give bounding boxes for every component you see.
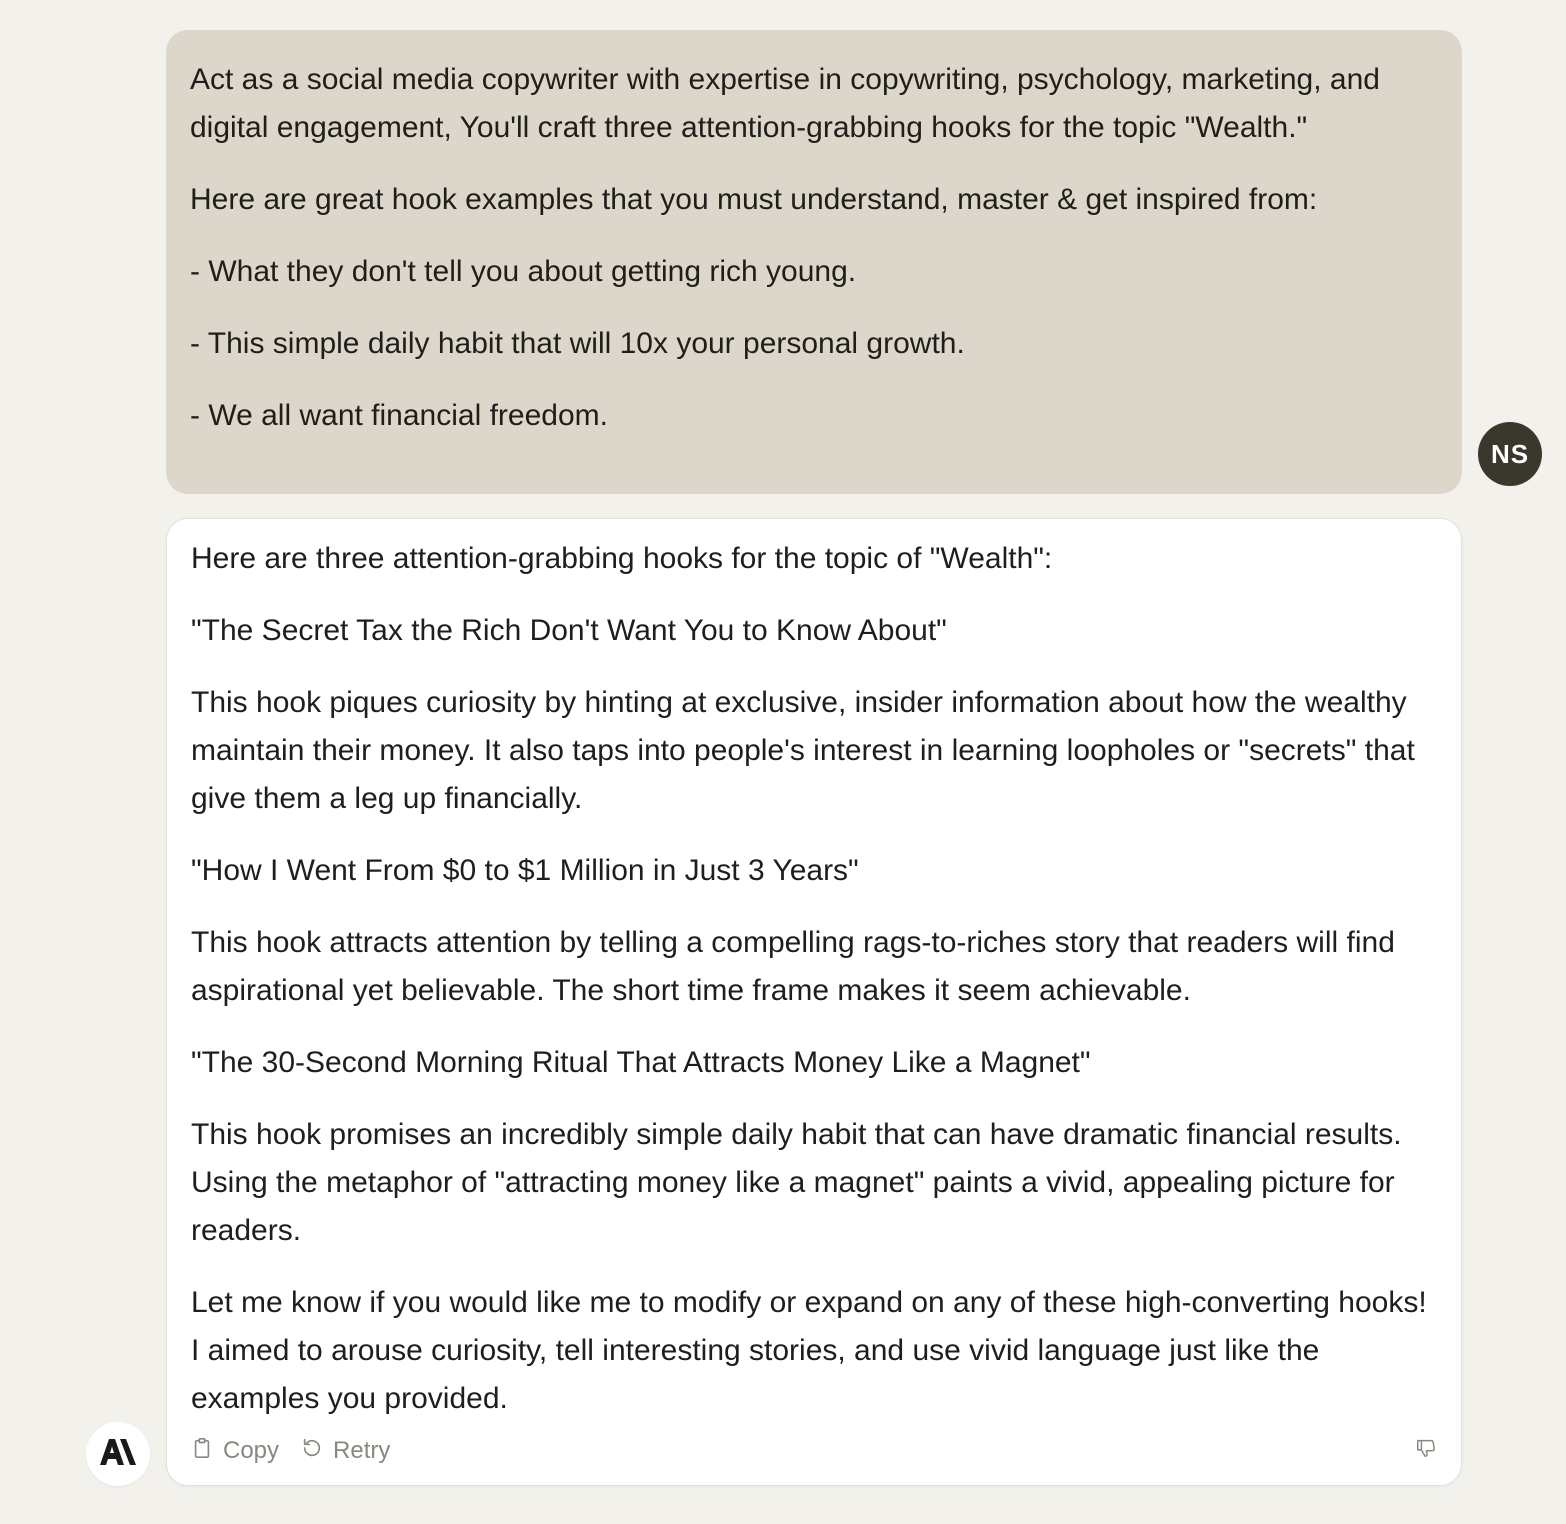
retry-icon [301,1437,323,1466]
assistant-message-paragraph: This hook piques curiosity by hinting at exclusive, insider information about how the wealthy maintain their money. It also taps into people's interest in learning loopholes or "secrets" that give them a leg up financially. [191,686,1415,815]
assistant-message-paragraph: This hook promises an incredibly simple daily habit that can have dramatic financial results. Using the metaphor of "attracting money like a magnet" paints a vivid, appealing picture for readers. [191,1118,1402,1247]
user-message-bubble [166,30,1462,494]
assistant-message-bubble [166,518,1462,1486]
anthropic-logo-icon [98,1438,138,1471]
user-message-paragraph: Act as a social media copywriter with expertise in copywriting, psychology, marketing, and digital engagement, You'll craft three attention-grabbing hooks for the topic "Wealth." [190,63,1380,144]
copy-label: Copy [223,1437,280,1464]
thumbs-down-icon [1415,1437,1437,1466]
retry-button[interactable] [301,1437,390,1466]
user-message-paragraph: - What they don't tell you about getting rich young. [190,255,857,288]
copy-button[interactable] [191,1437,279,1466]
assistant-message-paragraph: This hook attracts attention by telling a compelling rags-to-riches story that readers will find aspirational yet believable. The short time frame makes it seem achievable. [191,926,1395,1007]
assistant-message-paragraph: Let me know if you would like me to modify or expand on any of these high-converting hooks! I aimed to arouse curiosity, tell interesting stories, and use vivid language just like the examples you provided. [191,1286,1427,1415]
retry-label: Retry [333,1437,391,1464]
assistant-message-paragraph: Here are three attention-grabbing hooks for the topic of "Wealth": [191,542,1053,575]
message-actions-bar [191,1429,1437,1473]
assistant-message-paragraph: "The Secret Tax the Rich Don't Want You to Know About" [191,614,947,647]
user-message-paragraph: Here are great hook examples that you must understand, master & get inspired from: [190,183,1318,216]
assistant-message-paragraph: "The 30-Second Morning Ritual That Attracts Money Like a Magnet" [191,1046,1091,1079]
clipboard-icon [191,1437,213,1466]
user-avatar: NS [1478,422,1542,486]
assistant-message-paragraph: "How I Went From $0 to $1 Million in Just 3 Years" [191,854,859,887]
user-message-paragraph: - This simple daily habit that will 10x your personal growth. [190,327,965,360]
assistant-avatar [86,1422,150,1486]
thumbs-down-button[interactable] [1415,1437,1437,1466]
user-message-paragraph: - We all want financial freedom. [190,399,608,432]
